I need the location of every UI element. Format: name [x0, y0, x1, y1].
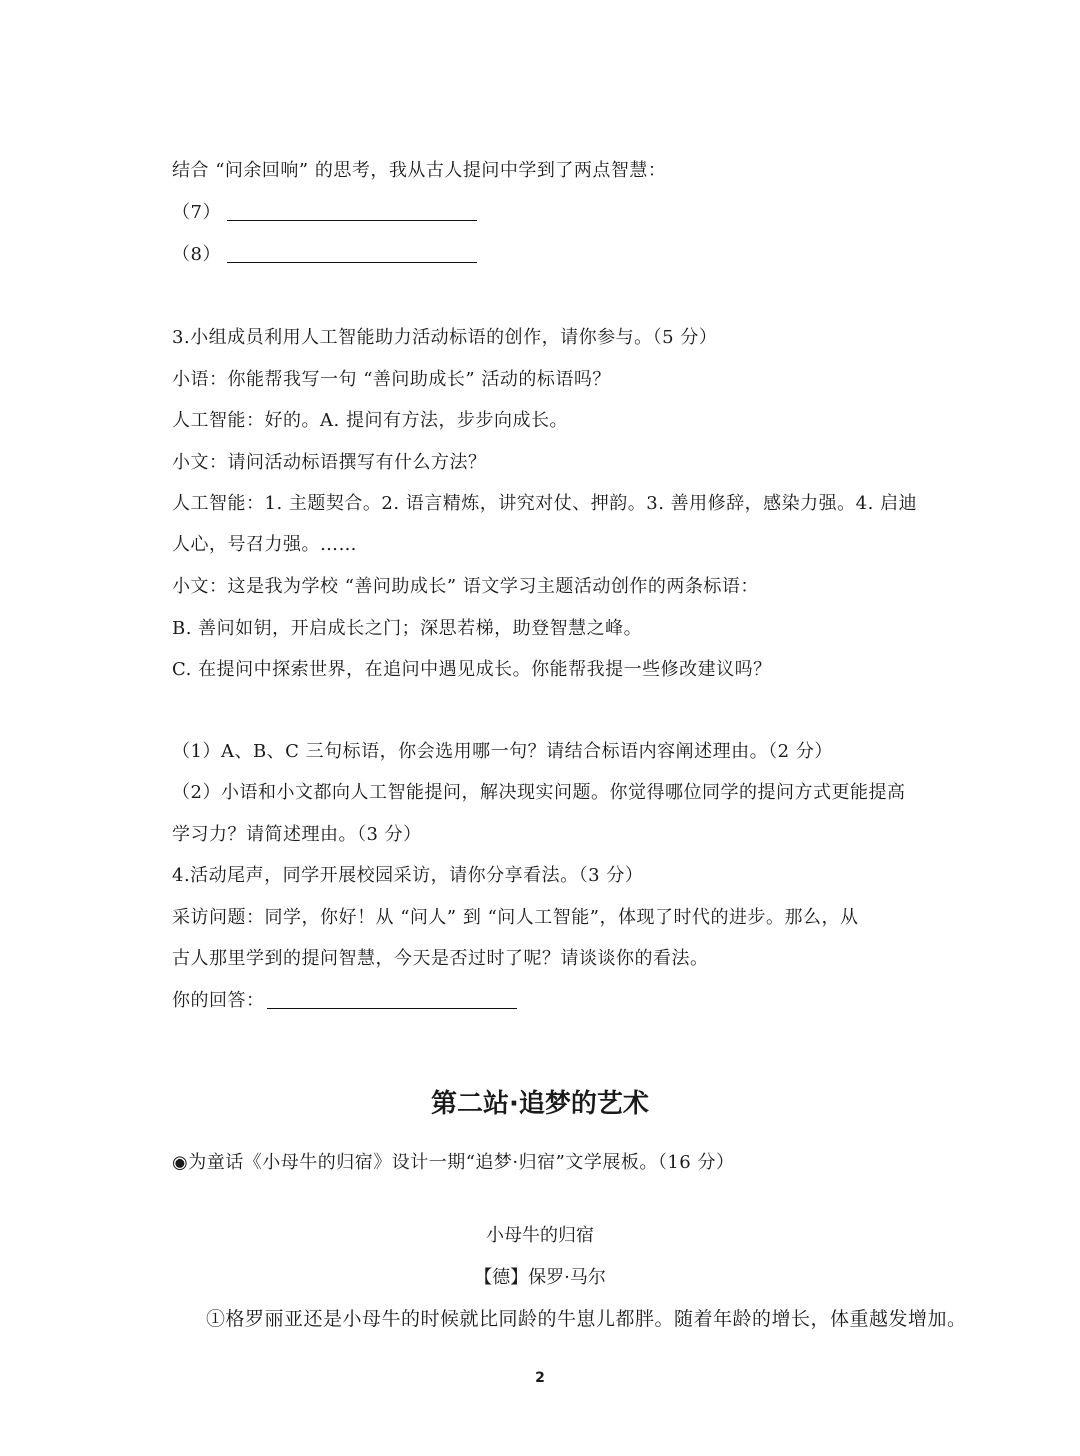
- question-3-title: 3.小组成员利用人工智能助力活动标语的创作，请你参与。（5 分）: [172, 327, 718, 348]
- answer-row: [172, 988, 912, 1014]
- interview-question-cont: 古人那里学到的提问智慧，今天是否过时了呢？请谈谈你的看法。: [172, 948, 709, 969]
- story-title: 小母牛的归宿: [486, 1225, 594, 1246]
- slogan-b: B. 善问如钥，开启成长之门；深思若梯，助登智慧之峰。: [172, 618, 643, 639]
- section-title: 第二站·追梦的艺术: [431, 1089, 649, 1119]
- dialogue-line: 人工智能：1. 主题契合。2. 语言精炼，讲究对仗、押韵。3. 善用修辞，感染力强。4. 启迪: [172, 493, 918, 514]
- task-description: ◉为童话《小母牛的归宿》设计一期“追梦·归宿”文学展板。（16 分）: [172, 1152, 735, 1173]
- dialogue-line: 人工智能：好的。A. 提问有方法，步步向成长。: [172, 410, 568, 431]
- answer-blank[interactable]: [267, 990, 517, 1009]
- intro-text: 结合 “问余回响” 的思考，我从古人提问中学到了两点智慧：: [172, 160, 667, 181]
- page-number: 2: [535, 1370, 545, 1386]
- sub-question-2-cont: 学习力？请简述理由。（3 分）: [172, 824, 422, 845]
- dialogue-line: 人心，号召力强。……: [172, 534, 357, 555]
- blank-label-7: （7）: [172, 202, 221, 223]
- dialogue-line: 小文：这是我为学校 “善问助成长” 语文学习主题活动创作的两条标语：: [172, 576, 759, 597]
- dialogue-line: 小语：你能帮我写一句 “善问助成长” 活动的标语吗？: [172, 369, 611, 390]
- answer-blank-8[interactable]: [227, 244, 477, 263]
- sub-question-1: （1）A、B、C 三句标语，你会选用哪一句？请结合标语内容阐述理由。（2 分）: [172, 741, 833, 762]
- dialogue-line: 小文：请问活动标语撰写有什么方法？: [172, 452, 487, 473]
- slogan-c: C. 在提问中探索世界，在追问中遇见成长。你能帮我提一些修改建议吗？: [172, 659, 772, 680]
- story-author: 【德】保罗·马尔: [474, 1267, 606, 1288]
- interview-question: 采访问题：同学，你好！从 “问人” 到 “问人工智能”，体现了时代的进步。那么，从: [172, 907, 859, 928]
- answer-label: 你的回答：: [172, 990, 265, 1011]
- answer-line-8: [172, 242, 912, 268]
- blank-label-8: （8）: [172, 244, 221, 265]
- answer-line-7: [172, 200, 912, 226]
- sub-question-2: （2）小语和小文都向人工智能提问，解决现实问题。你觉得哪位同学的提问方式更能提高: [172, 782, 906, 803]
- question-4-title: 4.活动尾声，同学开展校园采访，请你分享看法。（3 分）: [172, 865, 644, 886]
- answer-blank-7[interactable]: [227, 202, 477, 221]
- story-paragraph-1: ①格罗丽亚还是小母牛的时候就比同龄的牛崽儿都胖。随着年龄的增长，体重越发增加。: [206, 1308, 967, 1330]
